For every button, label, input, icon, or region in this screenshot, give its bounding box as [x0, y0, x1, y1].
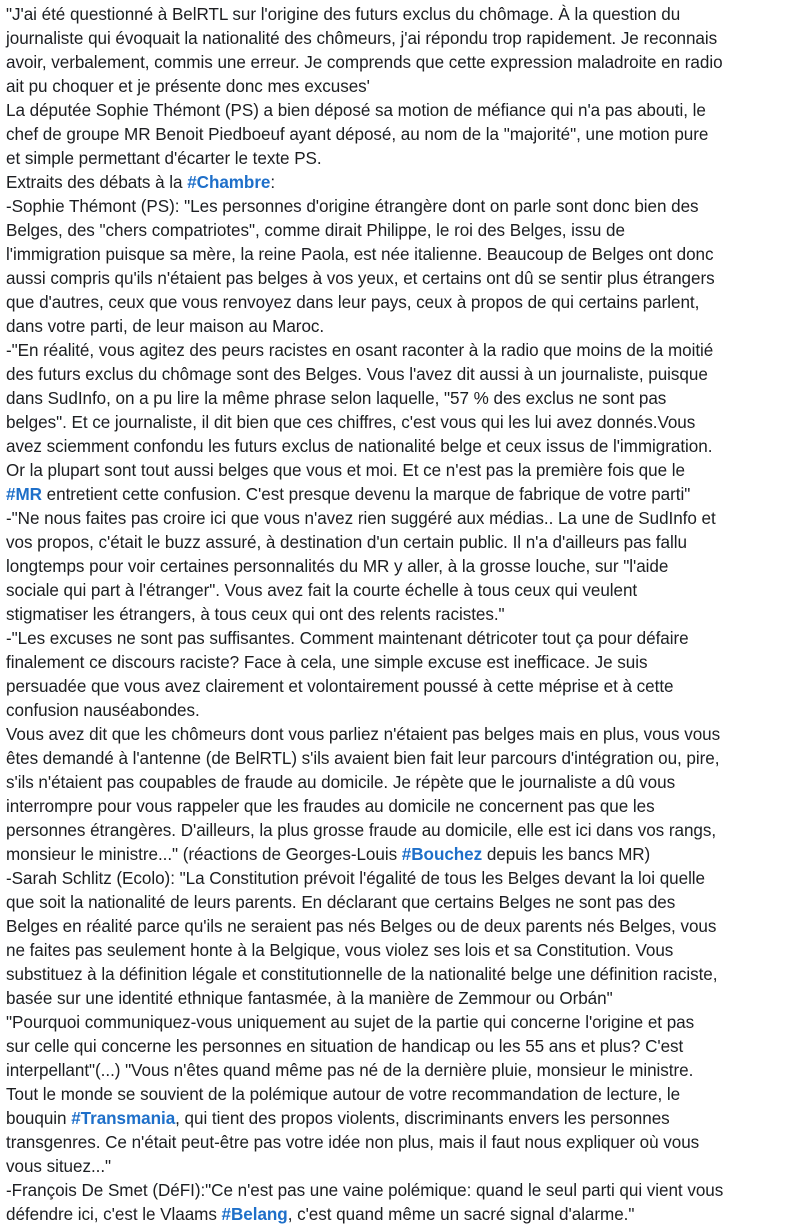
text-line [6, 1083, 785, 1107]
text-line [6, 555, 785, 579]
text-line [6, 459, 785, 483]
text-line [6, 771, 785, 795]
text-segment: -Sophie Thémont (PS): "Les personnes d'origine étrangère dont on parle sont donc bien des [6, 197, 699, 216]
text-segment: substituez à la définition légale et constitutionnelle de la nationalité belge une définition raciste, [6, 965, 718, 984]
text-line [6, 603, 785, 627]
text-segment: ne faites pas seulement honte à la Belgique, vous violez ses lois et sa Constitution. Vous [6, 941, 674, 960]
text-segment: avez sciemment confondu les futurs exclus de nationalité belge et ceux issus de l'immigration. [6, 437, 713, 456]
text-segment: sur celle qui concerne les personnes en situation de handicap ou les 55 ans et plus? C'est [6, 1037, 684, 1056]
text-segment: personnes étrangères. D'ailleurs, la plus grosse fraude au domicile, elle est ici dans vos rangs, [6, 821, 717, 840]
text-line [6, 1155, 785, 1179]
text-segment: aussi compris qu'ils n'étaient pas belges à vos yeux, et certains ont dû se sentir plus étrangers [6, 269, 715, 288]
text-line [6, 579, 785, 603]
text-segment: que d'autres, ceux que vous renvoyez dans leur pays, ceux à propos de qui certains parlent, [6, 293, 700, 312]
text-line [6, 891, 785, 915]
text-segment: l'immigration puisque sa mère, la reine Paola, est née italienne. Beaucoup de Belges ont donc [6, 245, 714, 264]
text-segment: Vous avez dit que les chômeurs dont vous parliez n'étaient pas belges mais en plus, vous vous [6, 725, 721, 744]
text-line [6, 963, 785, 987]
text-segment: , qui tient des propos violents, discriminants envers les personnes [175, 1109, 670, 1128]
text-line [6, 867, 785, 891]
hashtag-link-belang[interactable]: #Belang [221, 1205, 288, 1224]
hashtag-link-transmania[interactable]: #Transmania [71, 1109, 176, 1128]
text-segment: bouquin [6, 1109, 72, 1128]
text-line [6, 507, 785, 531]
text-segment: -Sarah Schlitz (Ecolo): "La Constitution prévoit l'égalité de tous les Belges devant la loi quelle [6, 869, 706, 888]
text-line [6, 435, 785, 459]
text-segment: interrompre pour vous rappeler que les fraudes au domicile ne concernent pas que les [6, 797, 655, 816]
text-line [6, 363, 785, 387]
text-segment: : [270, 173, 276, 192]
hashtag-link-bouchez[interactable]: #Bouchez [401, 845, 483, 864]
text-segment: finalement ce discours raciste? Face à cela, une simple excuse est inefficace. Je suis [6, 653, 648, 672]
text-line [6, 915, 785, 939]
text-line [6, 843, 785, 867]
text-segment: Extraits des débats à la [6, 173, 188, 192]
text-line [6, 1179, 785, 1203]
text-segment: défendre ici, c'est le Vlaams [6, 1205, 222, 1224]
text-line [6, 939, 785, 963]
text-line [6, 795, 785, 819]
text-segment: , c'est quand même un sacré signal d'alarme." [287, 1205, 635, 1224]
text-line [6, 699, 785, 723]
text-line [6, 123, 785, 147]
text-segment: belges". Et ce journaliste, il dit bien que ces chiffres, c'est vous qui les lui avez donnés.Vous [6, 413, 696, 432]
text-segment: dans votre parti, de leur maison au Maroc. [6, 317, 325, 336]
text-segment: longtemps pour voir certaines personnalités du MR y aller, à la grosse louche, sur "l'aide [6, 557, 669, 576]
text-line [6, 339, 785, 363]
text-line [6, 651, 785, 675]
hashtag-link-mr[interactable]: #MR [6, 485, 42, 504]
text-line [6, 171, 785, 195]
text-segment: -"Ne nous faites pas croire ici que vous n'avez rien suggéré aux médias.. La une de SudInfo et [6, 509, 716, 528]
text-line [6, 1107, 785, 1131]
text-segment: dans SudInfo, on a pu lire la même phrase selon laquelle, "57 % des exclus ne sont pas [6, 389, 667, 408]
text-line [6, 3, 785, 27]
text-segment: -"En réalité, vous agitez des peurs racistes en osant raconter à la radio que moins de la moitié [6, 341, 714, 360]
text-segment: êtes demandé à l'antenne (de BelRTL) s'ils avaient bien fait leur parcours d'intégration ou, pire, [6, 749, 720, 768]
text-line [6, 51, 785, 75]
text-segment: Or la plupart sont tout aussi belges que vous et moi. Et ce n'est pas la première fois que le [6, 461, 685, 480]
text-line [6, 267, 785, 291]
text-segment: transgenres. Ce n'était peut-être pas votre idée non plus, mais il faut nous expliquer où vous [6, 1133, 700, 1152]
text-line [6, 483, 785, 507]
text-segment: stigmatiser les étrangers, à tous ceux qui ont des relents racistes." [6, 605, 505, 624]
hashtag-link-chambre[interactable]: #Chambre [187, 173, 271, 192]
text-segment: -François De Smet (DéFI):"Ce n'est pas une vaine polémique: quand le seul parti qui vient vous [6, 1181, 724, 1200]
text-line [6, 1059, 785, 1083]
text-line [6, 627, 785, 651]
text-segment: "Pourquoi communiquez-vous uniquement au sujet de la partie qui concerne l'origine et pas [6, 1013, 695, 1032]
text-line [6, 411, 785, 435]
text-segment: -"Les excuses ne sont pas suffisantes. Comment maintenant détricoter tout ça pour défaire [6, 629, 689, 648]
text-segment: Belges, des "chers compatriotes", comme dirait Philippe, le roi des Belges, issu de [6, 221, 625, 240]
text-line [6, 27, 785, 51]
text-segment: persuadée que vous avez clairement et volontairement poussé à cette méprise et à cette [6, 677, 674, 696]
text-line [6, 147, 785, 171]
text-line [6, 747, 785, 771]
text-segment: journaliste qui évoquait la nationalité des chômeurs, j'ai répondu trop rapidement. Je reconnais [6, 29, 718, 48]
text-line [6, 1035, 785, 1059]
text-segment: monsieur le ministre..." (réactions de Georges-Louis [6, 845, 402, 864]
text-segment: entretient cette confusion. C'est presque devenu la marque de fabrique de votre parti" [41, 485, 691, 504]
text-segment: confusion nauséabondes. [6, 701, 200, 720]
text-line [6, 291, 785, 315]
text-segment: que soit la nationalité de leurs parents. En déclarant que certains Belges ne sont pas des [6, 893, 676, 912]
text-segment: s'ils n'étaient pas coupables de fraude au domicile. Je répète que le journaliste a dû vous [6, 773, 676, 792]
text-segment: interpellant"(...) "Vous n'êtes quand même pas né de la dernière pluie, monsieur le ministre. [6, 1061, 694, 1080]
text-line [6, 387, 785, 411]
text-line [6, 195, 785, 219]
text-line [6, 219, 785, 243]
text-line [6, 243, 785, 267]
text-line [6, 315, 785, 339]
text-segment: vous situez..." [6, 1157, 112, 1176]
text-segment: vos propos, c'était le buzz assuré, à destination d'un certain public. Il n'a d'ailleurs pas fallu [6, 533, 687, 552]
text-line [6, 75, 785, 99]
text-segment: basée sur une identité ethnique fantasmée, à la manière de Zemmour ou Orbán" [6, 989, 613, 1008]
text-segment: "J'ai été questionné à BelRTL sur l'origine des futurs exclus du chômage. À la question du [6, 5, 681, 24]
text-line [6, 723, 785, 747]
text-segment: depuis les bancs MR) [482, 845, 651, 864]
text-line [6, 1203, 785, 1227]
text-line [6, 99, 785, 123]
text-line [6, 1011, 785, 1035]
text-line [6, 1131, 785, 1155]
text-segment: avoir, verbalement, commis une erreur. Je comprends que cette expression maladroite en radio [6, 53, 723, 72]
text-line [6, 675, 785, 699]
text-segment: La députée Sophie Thémont (PS) a bien déposé sa motion de méfiance qui n'a pas abouti, le [6, 101, 706, 120]
text-segment: Tout le monde se souvient de la polémique autour de votre recommandation de lecture, le [6, 1085, 681, 1104]
text-segment: chef de groupe MR Benoit Piedboeuf ayant déposé, au nom de la "majorité", une motion pure [6, 125, 709, 144]
text-segment: ait pu choquer et je présente donc mes excuses' [6, 77, 370, 96]
text-line [6, 987, 785, 1011]
text-line [6, 531, 785, 555]
text-line [6, 819, 785, 843]
text-segment: et simple permettant d'écarter le texte PS. [6, 149, 322, 168]
text-segment: sociale qui part à l'étranger". Vous avez fait la courte échelle à tous ceux qui veulent [6, 581, 638, 600]
text-segment: des futurs exclus du chômage sont des Belges. Vous l'avez dit aussi à un journaliste, puisque [6, 365, 708, 384]
text-segment: Belges en réalité parce qu'ils ne seraient pas nés Belges ou de deux parents nés Belges, vous [6, 917, 717, 936]
